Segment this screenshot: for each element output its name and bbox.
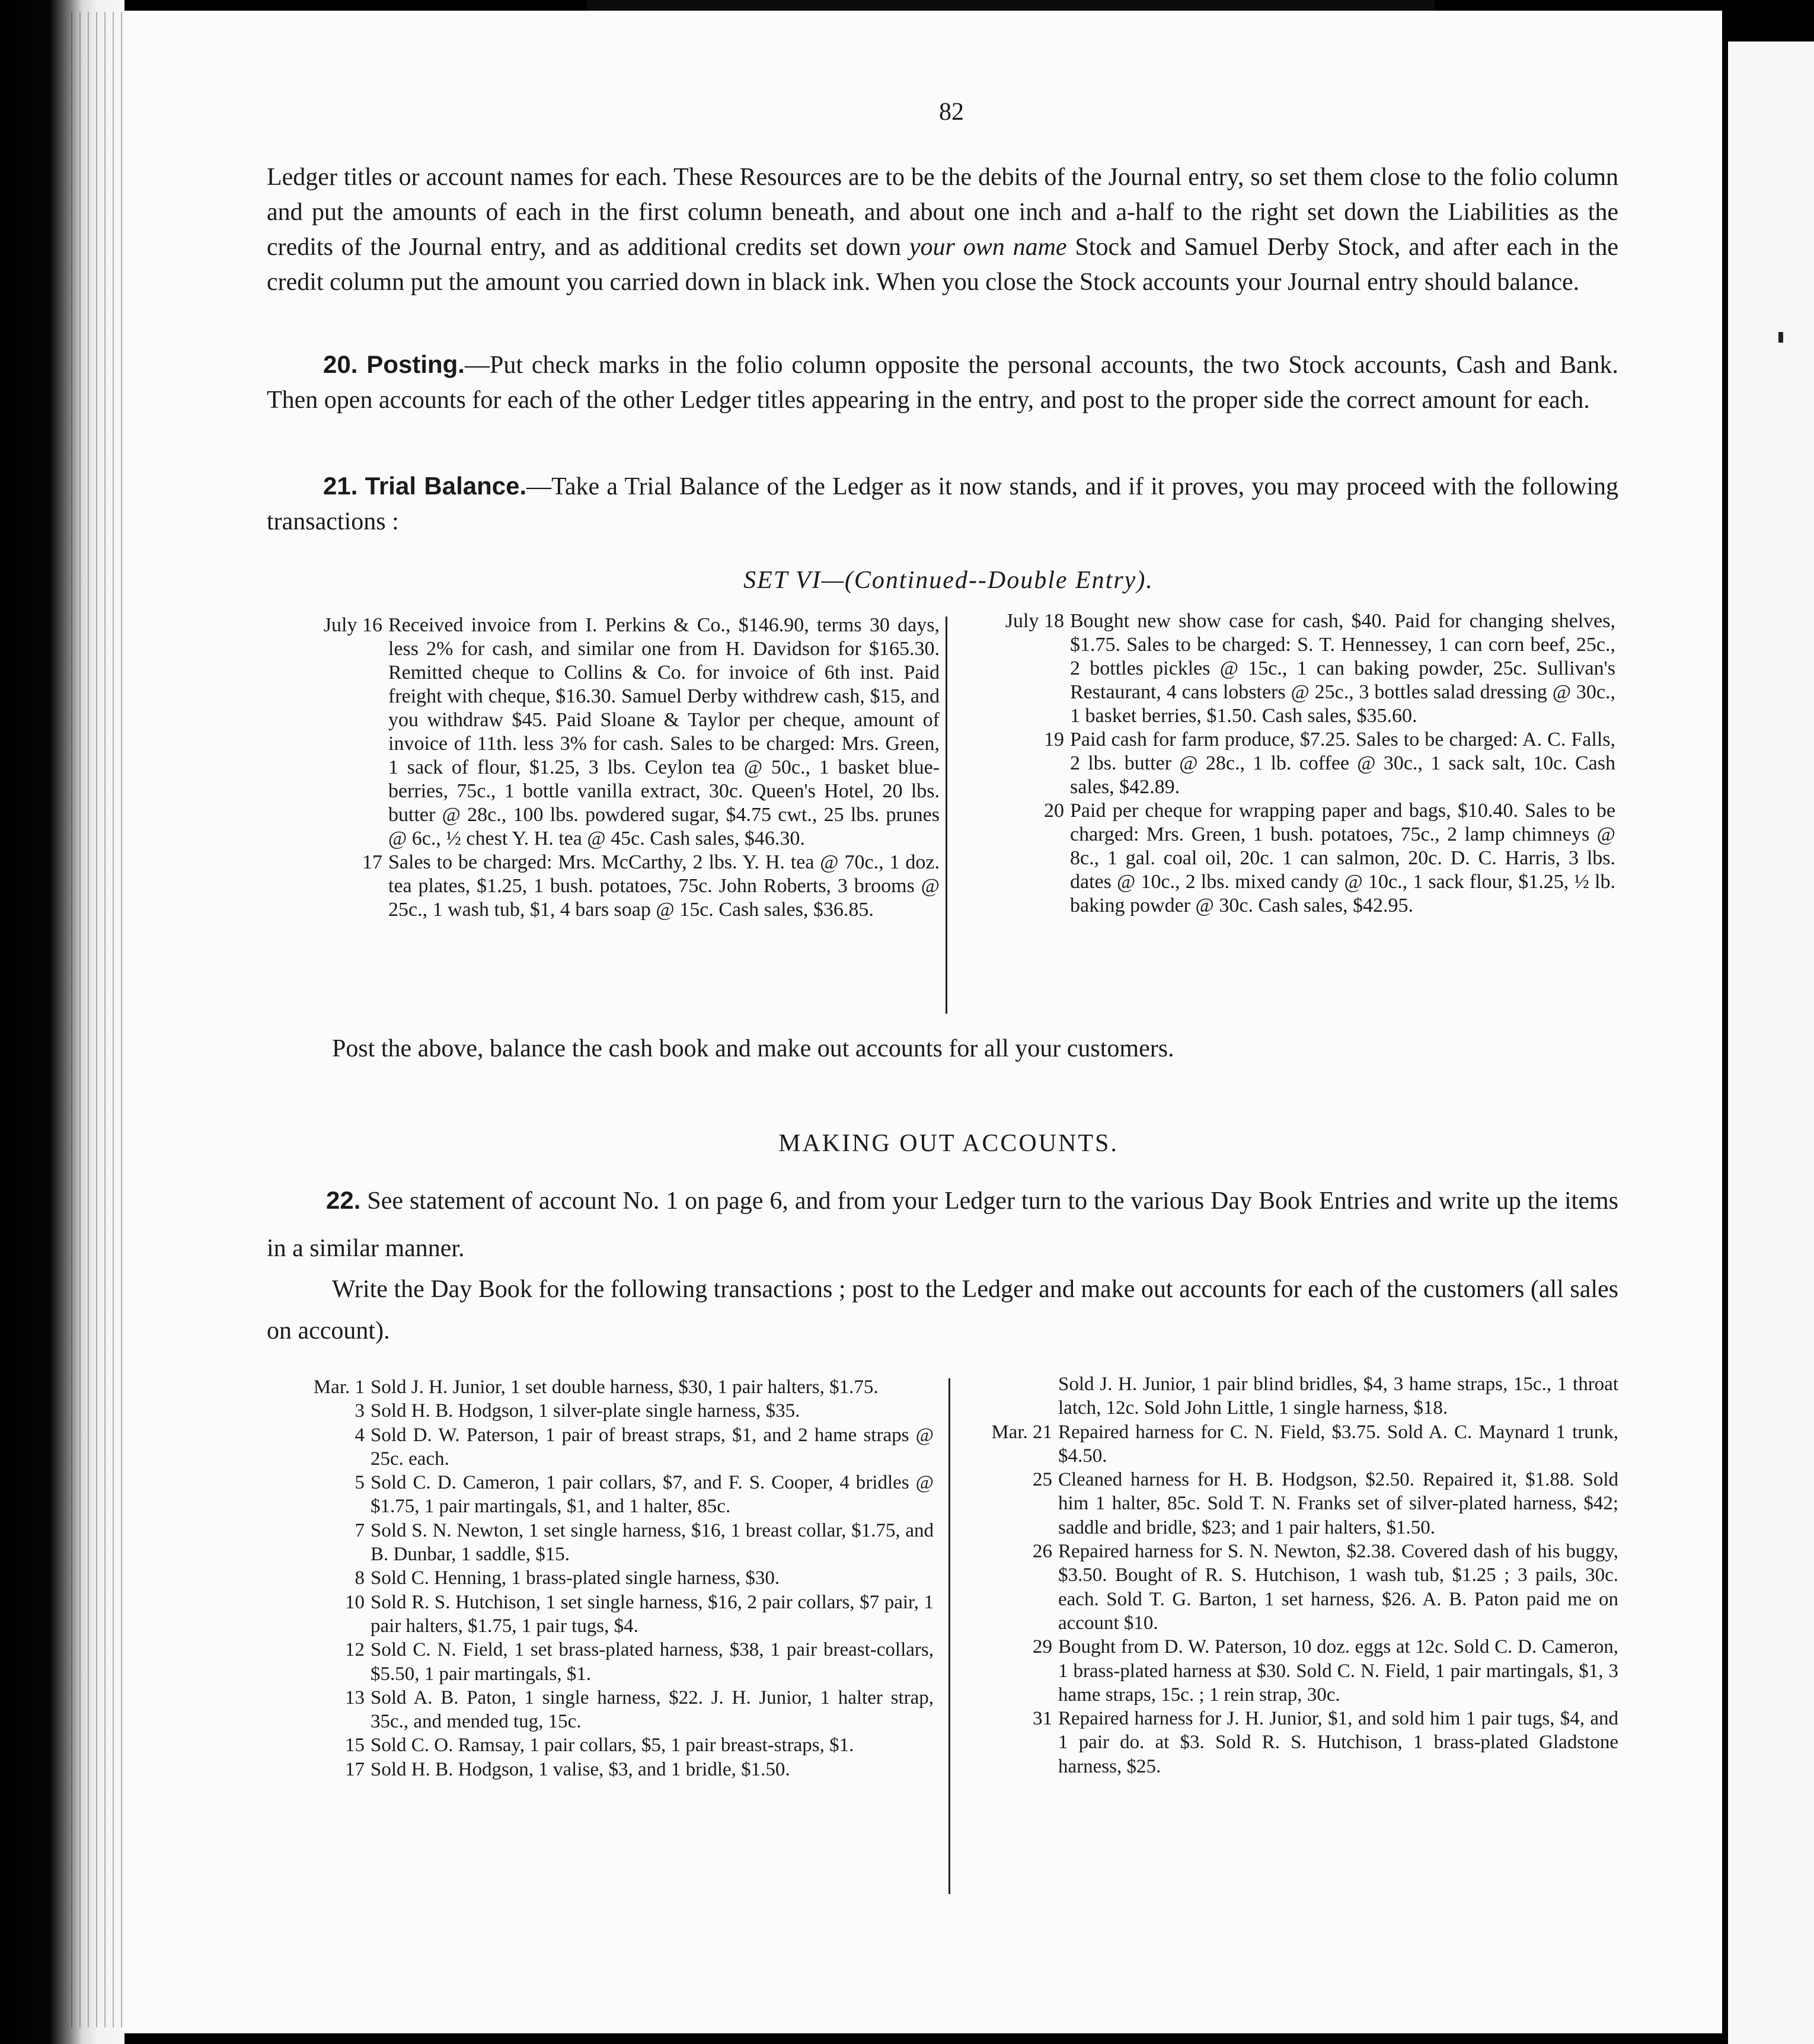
entry-date: July 18 [1005,610,1064,632]
entry-text: Bought from D. W. Paterson, 10 doz. eggs at 12c. Sold C. D. Cameron, 1 brass-plated harness at $30. Sold C. N. Field, 1 pair martingals, $1, 3 hame straps, 15c. ; 1 rein strap, 30c. [1058,1636,1618,1706]
post-line: Post the above, balance the cash book and make out accounts for all your customers. [332,1035,1174,1062]
section-20-number: 20. [323,350,358,378]
page-edges [71,12,124,2027]
section-22-number: 22. [326,1186,361,1214]
entry-text: Sold A. B. Paton, 1 single harness, $22. J. H. Junior, 1 halter strap, 35c., and mended tug, 15c. [371,1687,934,1733]
march-entry [270,1638,934,1686]
entry-text: Sold J. H. Junior, 1 set double harness, $30, 1 pair halters, $1.75. [371,1376,879,1398]
entry-date: 7 [355,1519,365,1541]
march-entry [270,1519,934,1567]
entry-text: Sold J. H. Junior, 1 pair blind bridles, $4, 3 hame straps, 15c., 1 throat latch, 12c. Sold John Little, 1 single harness, $18. [1058,1374,1618,1419]
entry-text: Repaired harness for S. N. Newton, $2.38. Covered dash of his buggy, $3.50. Bought of R. S. Hutchison, 1 wash tub, $1.25 ; 3 pails, 30c. each. Sold T. G. Barton, 1 set harness, $26. A. B. Paton paid me on account $10. [1058,1541,1618,1634]
entry-date: 5 [355,1472,365,1494]
intro-paragraph: Ledger titles or account names for each. These Resources are to be the debits of the Journal entry, so set them close to the folio column and put the amounts of each in the first column beneath, and about one inch and a-half to the right set down the Liabilities as the credits of the Journal entry, and as additional credits set down your own name Stock and Samuel Derby Stock, and after each in the credit column put the amount you carried down in black ink. When you close the Stock accounts your Journal entry should balance. [267,164,1619,296]
write-paragraph: Write the Day Book for the following transactions ; post to the Ledger and make out accounts for each of the customers (all sales on account). [267,1276,1618,1344]
entry-date: 29 [1033,1636,1052,1658]
section-22 [267,1177,1618,1272]
march-continued-entry [957,1372,1618,1420]
section-21-title: Trial Balance. [365,472,527,500]
set-vi-entry [951,799,1615,918]
march-entry [270,1591,934,1639]
entry-date: July 16 [323,614,382,636]
march-entry [957,1707,1618,1778]
entry-date: 13 [345,1687,365,1708]
entry-date: 15 [345,1735,365,1756]
entry-date: 19 [1044,729,1064,750]
entry-text: Repaired harness for J. H. Junior, $1, and sold him 1 pair tugs, $4, and 1 pair do. at $3. Sold R. S. Hutchison, 1 brass-plated Gladstone harness, $25. [1058,1708,1618,1777]
set-vi-entry [951,609,1615,728]
entry-text: Cleaned harness for H. B. Hodgson, $2.50. Repaired it, $1.88. Sold him 1 halter, 85c. Sold T. N. Franks set of silver-plated harness, $42; saddle and bridle, $23; and 1 pair halters, $1.50. [1058,1469,1618,1538]
page-number: 82 [939,98,964,126]
section-20 [267,347,1618,418]
march-entry [270,1566,934,1590]
section-20-title: Posting. [366,350,465,378]
book-spine [0,0,124,2044]
section-20-text: —Put check marks in the folio column opposite the personal accounts, the two Stock accounts, Cash and Bank. Then open accounts for each of the other Ledger titles appearing in the entry, and post to the proper side the correct amount for each. [267,352,1619,414]
section-21 [267,468,1618,539]
set-vi-left-column [270,614,940,922]
entry-date: 10 [345,1591,365,1613]
march-right-column [957,1372,1618,1778]
making-accounts-title: MAKING OUT ACCOUNTS. [778,1130,1119,1157]
entry-text: Sold D. W. Paterson, 1 pair of breast straps, $1, and 2 hame straps @ 25c. each. [371,1424,934,1470]
entry-date: 12 [345,1639,365,1661]
march-entry [270,1733,934,1757]
section-22-text: See statement of account No. 1 on page 6, and from your Ledger turn to the various Day Book Entries and write up the items in a similar manner. [267,1187,1618,1262]
entry-date: 17 [345,1758,365,1780]
facing-page-mark [1778,332,1783,343]
march-entry [270,1686,934,1734]
march-entry [270,1758,934,1781]
set-vi-entry [270,614,940,851]
set-vi-entry [270,851,940,922]
march-entry [270,1471,934,1519]
entry-date: 17 [362,851,382,873]
entry-text: Sold C. O. Ramsay, 1 pair collars, $5, 1 pair breast-straps, $1. [371,1735,854,1756]
march-entry [957,1420,1618,1468]
entry-text: Paid cash for farm produce, $7.25. Sales to be charged: A. C. Falls, 2 lbs. butter @ 28c., 1 lb. coffee @ 30c., 1 sack salt, 10c. Cash sales, $42.89. [1070,729,1615,798]
march-entry [270,1375,934,1399]
entry-text: Sold C. D. Cameron, 1 pair collars, $7, and F. S. Cooper, 4 bridles @ $1.75, 1 pair martingals, $1, and 1 halter, 85c. [371,1472,934,1518]
entry-text: Sold C. N. Field, 1 set brass-plated harness, $38, 1 pair breast-collars, $5.50, 1 pair martingals, $1. [371,1639,934,1685]
entry-text: Sold H. B. Hodgson, 1 valise, $3, and 1 bridle, $1.50. [371,1758,790,1780]
entry-date: Mar. 1 [313,1376,365,1398]
entry-text: Bought new show case for cash, $40. Paid for changing shelves, $1.75. Sales to be charged: S. T. Hennessey, 1 can corn beef, 25c., 2 bottles pickles @ 15c., 1 can baking powder, 25c. Sullivan's Restaurant, 4 cans lobsters @ 25c., 3 bottles salad dressing @ 30c., 1 basket berries, $1.50. Cash sales, $35.60. [1070,610,1615,727]
entry-text: Sold C. Henning, 1 brass-plated single harness, $30. [371,1567,780,1589]
entry-text: Sold S. N. Newton, 1 set single harness, $16, 1 breast collar, $1.75, and B. Dunbar, 1 saddle, $15. [371,1519,934,1566]
march-column-divider [948,1378,950,1894]
march-entry [957,1540,1618,1635]
entry-text: Sold H. B. Hodgson, 1 silver-plate single harness, $35. [371,1400,800,1422]
entry-text: Repaired harness for C. N. Field, $3.75. Sold A. C. Maynard 1 trunk, $4.50. [1058,1421,1618,1467]
facing-page-edge [1728,41,1814,2044]
entry-date: 25 [1033,1469,1052,1491]
entry-date: 3 [355,1400,365,1422]
set-vi-right-column [951,609,1615,918]
entry-date: 20 [1044,800,1064,822]
entry-date: 4 [355,1424,365,1446]
march-entry [957,1635,1618,1707]
entry-text: Paid per cheque for wrapping paper and bags, $10.40. Sales to be charged: Mrs. Green, 1 bush. potatoes, 75c., 2 lamp chimneys @ 8c., 1 gal. coal oil, 20c. 1 can salmon, 20c. D. C. Harris, 3 lbs. dates @ 10c., 2 lbs. mixed candy @ 10c., 1 sack flour, $1.25, ½ lb. baking powder @ 30c. Cash sales, $42.95. [1070,800,1615,916]
entry-date: 31 [1033,1708,1052,1730]
entry-text: Sales to be charged: Mrs. McCarthy, 2 lbs. Y. H. tea @ 70c., 1 doz. tea plates, $1.25, 1 bush. potatoes, 75c. John Roberts, 3 brooms @ 25c., 1 wash tub, $1, 4 bars soap @ 15c. Cash sales, $36.85. [388,851,940,921]
entry-date: 8 [355,1567,365,1589]
set-vi-column-divider [946,617,947,1014]
section-21-number: 21. [323,472,358,500]
entry-text: Received invoice from I. Perkins & Co., $146.90, terms 30 days, less 2% for cash, and similar one from H. Davidson for $165.30. Remitted cheque to Collins & Co. for invoice of 6th inst. Paid freight with cheque, $16.30. Samuel Derby withdrew cash, $15, and you withdraw $45. Paid Sloane & Taylor per cheque, amount of invoice of 11th. less 3% for cash. Sales to be charged: Mrs. Green, 1 sack of flour, $1.25, 3 lbs. Ceylon tea @ 50c., 1 basket blue-berries, 75c., 1 bottle vanilla extract, 30c. Queen's Hotel, 20 lbs. butter @ 28c., 100 lbs. powdered sugar, $4.75 cwt., 25 lbs. prunes @ 6c., ½ chest Y. H. tea @ 45c. Cash sales, $46.30. [388,614,940,849]
set-vi-title: SET VI—(Continued--Double Entry). [743,567,1154,594]
entry-date: Mar. 21 [991,1421,1052,1443]
entry-date: 26 [1033,1541,1052,1563]
march-left-column [270,1375,934,1781]
section-21-text: —Take a Trial Balance of the Ledger as it now stands, and if it proves, you may proceed with the following transactions : [267,473,1619,535]
set-vi-entry [951,728,1615,799]
march-entry [270,1399,934,1423]
entry-text: Sold R. S. Hutchison, 1 set single harness, $16, 2 pair collars, $7 pair, 1 pair halters, $1.75, 1 pair tugs, $4. [371,1591,934,1637]
march-entry [957,1468,1618,1540]
march-entry [270,1423,934,1471]
intro-italic: your own name [909,234,1067,261]
